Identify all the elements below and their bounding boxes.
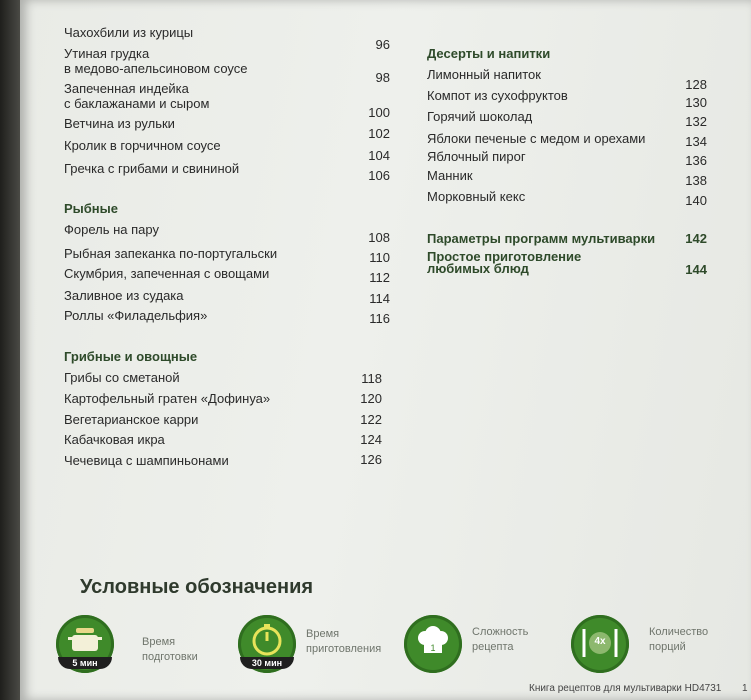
entry-title: Кабачковая икра	[64, 432, 165, 447]
entry-title: Яблоки печеные с медом и орехами	[427, 131, 646, 146]
entry-page: 122	[360, 412, 382, 427]
servings-badge: 4x	[594, 636, 606, 647]
page-binding-edge	[0, 0, 20, 700]
entry-title: Чечевица с шампиньонами	[64, 453, 229, 468]
entry-title: Чахохбили из курицы	[64, 25, 194, 40]
entry-page: 114	[369, 291, 390, 306]
entry-page: 124	[360, 432, 382, 447]
entry-page: 116	[369, 311, 390, 326]
entry-title: Картофельный гратен «Дофинуа»	[64, 391, 271, 406]
pot-icon	[56, 615, 114, 673]
entry-page: 138	[685, 173, 707, 188]
entry-page: 140	[685, 193, 707, 208]
entry-page: 144	[685, 262, 707, 277]
entry-page: 130	[685, 95, 707, 110]
entry-title: Рыбная запеканка по-португальски	[64, 246, 278, 261]
legend-badge: 5 мин	[58, 657, 112, 669]
legend-title: Условные обозначения	[80, 576, 314, 598]
entry-title: Яблочный пирог	[427, 149, 526, 164]
entry-page: 102	[368, 126, 390, 141]
entry-title: Ветчина из рульки	[64, 116, 175, 131]
entry-title: Гречка с грибами и свининой	[64, 161, 240, 176]
entry-page: 126	[360, 452, 382, 467]
svg-text:1: 1	[430, 643, 436, 653]
section-title-fish: Рыбные	[64, 201, 118, 216]
entry-page: 104	[368, 148, 390, 163]
entry-title: Морковный кекс	[427, 189, 526, 204]
entry-page: 118	[361, 371, 382, 386]
entry-page: 106	[368, 168, 390, 183]
entry-page: 108	[368, 230, 390, 245]
entry-title: Горячий шоколад	[427, 109, 533, 124]
entry-page: 96	[375, 37, 390, 52]
legend-label: Время приготовления	[306, 628, 382, 655]
entry-title: Скумбрия, запеченная с овощами	[64, 266, 270, 281]
cookbook-page	[20, 0, 751, 700]
entry-title: Кролик в горчичном соусе	[64, 138, 221, 153]
entry-title: Параметры программ мультиварки	[427, 231, 656, 246]
timer-icon	[238, 615, 296, 673]
section-title-veg: Грибные и овощные	[64, 349, 198, 364]
entry-title: Простое приготовление любимых блюд	[427, 249, 582, 276]
entry-page: 112	[369, 270, 390, 285]
chef-hat-icon	[404, 615, 462, 673]
cutlery-icon	[571, 615, 629, 673]
entry-title: Манник	[427, 168, 473, 183]
entry-title: Компот из сухофруктов	[427, 88, 568, 103]
entry-title: Грибы со сметаной	[64, 370, 180, 385]
entry-title: Запеченная индейка с баклажанами и сыром	[64, 81, 210, 111]
entry-title: Вегетарианское карри	[64, 412, 199, 427]
entry-page: 128	[685, 77, 707, 92]
entry-title: Форель на пару	[64, 222, 159, 237]
entry-page: 142	[685, 231, 707, 246]
entry-page: 110	[369, 250, 390, 265]
section-title-desserts: Десерты и напитки	[427, 46, 551, 61]
entry-title: Лимонный напиток	[427, 67, 541, 82]
entry-title: Заливное из судака	[64, 288, 184, 303]
entry-page: 134	[685, 134, 707, 149]
legend-badge: 30 мин	[240, 657, 294, 669]
entry-page: 98	[375, 70, 390, 85]
entry-page: 120	[360, 391, 382, 406]
legend-label: Сложность рецепта	[472, 626, 529, 653]
footer-book-title: Книга рецептов для мультиварки HD4731	[529, 683, 722, 694]
page-number: 1	[742, 683, 748, 694]
entry-title: Утиная грудка в медово-апельсиновом соусе	[64, 46, 248, 76]
legend-label: Время подготовки	[142, 636, 198, 663]
entry-page: 136	[685, 153, 707, 168]
legend-label: Количество порций	[649, 626, 709, 653]
entry-page: 100	[368, 105, 390, 120]
entry-title: Роллы «Филадельфия»	[64, 308, 208, 323]
entry-page: 132	[685, 114, 707, 129]
